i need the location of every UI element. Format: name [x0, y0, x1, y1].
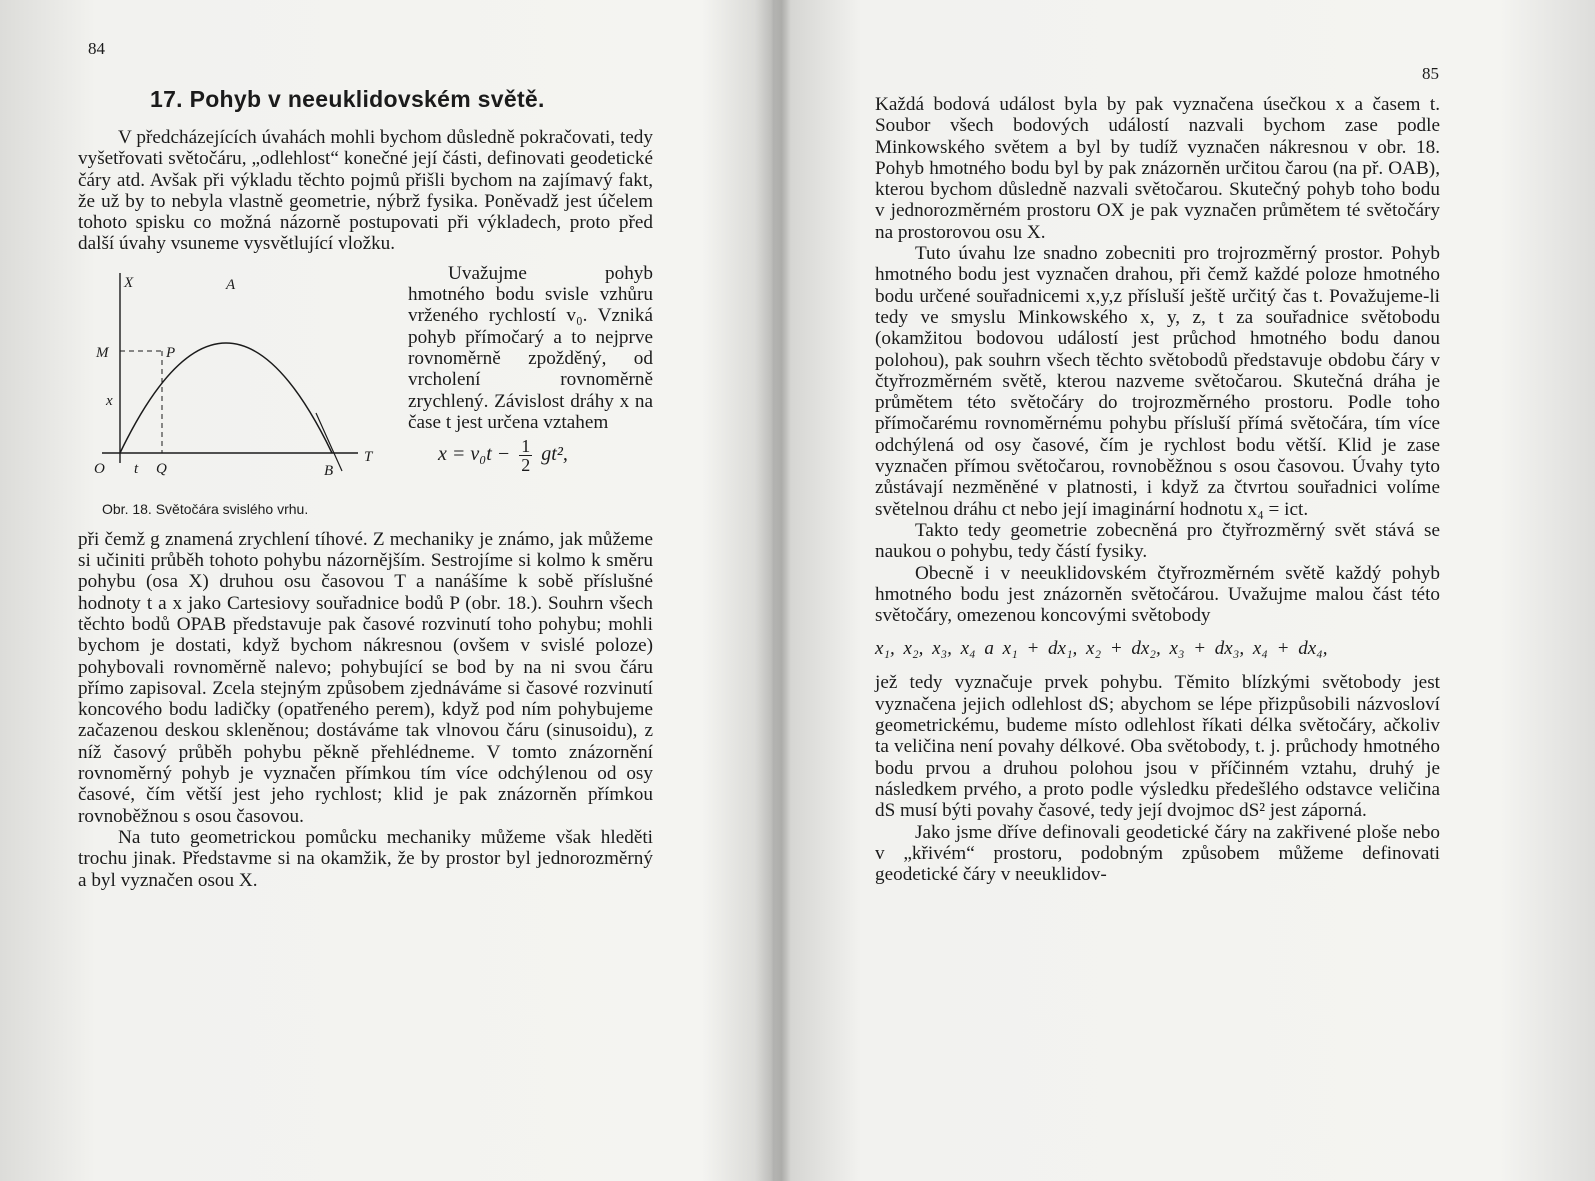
left-page — [78, 86, 653, 891]
label-Q: Q — [156, 460, 167, 477]
fraction-numerator: 1 — [521, 436, 531, 457]
label-M: M — [96, 344, 109, 361]
formula-motion — [438, 437, 653, 474]
page-number-left: 84 — [88, 39, 105, 58]
side-paragraph: Uvažujme pohyb hmotného bodu svisle vzhůru vrženého rychlostí v₀. Vzniká pohyb přímočarý a to nejprve rovnoměrně zpožděný, od vrcholení rovnoměrně zrychlený. Závislost dráhy x na čase t jest určena vztahem — [408, 262, 653, 433]
left-paragraph-1: V předcházejících úvahách mohli bychom důsledně pokračovati, tedy vyšetřovati světočáru, „odlehlost“ konečné její části, definovati geodetické čáry atd. Avšak při výkladu těchto pojmů přišli bychom na zajímavý fakt, že už by to nebyla vlastně geometrie, nýbrž fysika. Poněvadž jest účelem tohoto spisku co možná názorně postupovati při výkladech, proto před další úvahy vsuneme vysvětlující vložku. — [78, 127, 653, 255]
figure-side-text — [408, 263, 653, 517]
right-paragraph-5: jež tedy vyznačuje prvek pohybu. Těmito blízkými světobody jest vyznačena jejich odlehlost dS; abychom se lépe přizpůsobili názvosloví geometrickému, budeme místo odlehlost říkati délka světočáry, ačkoliv ta veličina není povahy délkové. Oba světobody, t. j. průchody hmotného bodu prvou a druhou polohou jsou v příčinném vztahu, druhý je následkem prvého, a proto podle výsledku předešlého odstavce veličina dS musí býti povahy časové, tedy její dvojmoc dS² jest záporná. — [875, 672, 1440, 822]
label-T: T — [364, 448, 373, 465]
worldline-curve — [120, 343, 332, 453]
label-X: X — [124, 274, 134, 291]
book-gutter — [755, 0, 791, 1181]
page-number-right: 85 — [1422, 64, 1439, 83]
formula-fraction — [519, 437, 532, 474]
right-paragraph-6: Jako jsme dříve definovali geodetické čáry na zakřivené ploše nebo v „křivém“ prostoru, podobným způsobem můžeme definovati geodetické čáry v neeuklidov- — [875, 821, 1440, 886]
label-x: x — [106, 392, 113, 409]
label-B: B — [324, 462, 334, 479]
worldpoint-coordinates: x₁, x₂, x₃, x₄ a x₁ + dx₁, x₂ + dx₂, x₃ + dx₃, x₄ + dx₄, — [875, 638, 1328, 660]
section-heading: 17. Pohyb v neeuklidovském světě. — [150, 86, 545, 112]
formula-left: x = v₀t − — [438, 443, 511, 466]
label-t: t — [134, 460, 139, 477]
label-O: O — [94, 460, 105, 477]
fraction-denominator: 2 — [521, 455, 531, 476]
figure-18 — [78, 263, 408, 517]
right-paragraph-4: Obecně i v neeuklidovském čtyřrozměrném světě každý pohyb hmotného bodu jest znázorněn světočárou. Uvažujme malou část této světočáry, omezenou koncovými světobody — [875, 562, 1440, 627]
label-P: P — [166, 344, 176, 361]
figure-caption: Obr. 18. Světočára svislého vrhu. — [102, 500, 309, 517]
right-page — [875, 94, 1440, 885]
right-paragraph-2: Tuto úvahu lze snadno zobecniti pro trojrozměrný prostor. Pohyb hmotného bodu jest vyznačen drahou, při čemž každé poloze hmotného bodu určené souřadnicemi x,y,z přísluší ještě určitý čas t. Považujeme-li tedy ve smyslu Minkowského x, y, z, t za souřadnice světobodu (okamžitou bodovou událostí jest průchod hmotného bodu danou polohou), pak souhrn všech těchto světobodů představuje obdobu čáry v čtyřrozměrném světě, kterou nazveme světočarou. Skutečná dráha je průmětem této světočáry do trojrozměrného prostoru. Podle toho přímočarému rovnoměrnému pohybu přísluší přímá světočára, tím více odchýlená od osy časové, čím je rychlost bodu větší. Klid je zase vyznačen přímou světočarou, rovnoběžnou s osou časovou. Úvahy tyto zůstávají nezměněné v platnosti, i když za čtvrtou souřadnici volíme světelnou dráhu ct nebo její imaginární hodnotu x₄ = ict. — [875, 243, 1440, 520]
formula-right: gt², — [541, 443, 568, 466]
figure-row — [78, 263, 653, 517]
left-paragraph-2: při čemž g znamená zrychlení tíhové. Z mechaniky je známo, jak můžeme si učiniti průběh tohoto pohybu názornějším. Sestrojíme si kolmo k směru pohybu (osa X) druhou osu časovou T a nanášíme k sobě příslušné hodnoty t a x jako Cartesiovy souřadnice bodů P (obr. 18.). Souhrn všech těchto bodů OPAB představuje pak časové rozvinutí toho pohybu; mohli bychom je dostati, když bychom nákresnou (ovšem v svislé poloze) pohybovali rovnoměrně nalevo; pohybující se bod by na ni svou čáru přímo zapisoval. Zcela stejným způsobem zjednáváme si časové rozvinutí koncového bodu ladičky (opatřeného perem), když pod ním pohybujeme začazenou deskou skleněnou; dostáváme tak vlnovou čáru (sinusoidu), z níž časový průběh pohybu pěkně přehlédneme. V tomto znázornění rovnoměrný pohyb je vyznačen přímkou tím více odchýlenou od osy časové, čím větší jest jeho rychlost; klid je pak znázorněn přímkou rovnoběžnou s osou časovou. — [78, 528, 653, 827]
label-A: A — [226, 276, 236, 293]
left-paragraph-3: Na tuto geometrickou pomůcku mechaniky můžeme však hleděti trochu jinak. Představme si na okamžik, že by prostor byl jednorozměrný a byl vyznačen osou X. — [78, 826, 653, 891]
worldline-diagram — [78, 263, 408, 493]
right-paragraph-1: Každá bodová událost byla by pak vyznačena úsečkou x a časem t. Soubor všech bodových událostí nazvali bychom zase podle Minkowského světem a byl by tudíž vyznačen nákresnou v obr. 18. Pohyb hmotného bodu byl by pak znázorněn určitou čarou (na př. OAB), kterou bychom důsledně nazvali světočarou. Skutečný pohyb toho bodu v jednorozměrném prostoru OX je pak vyznačen průmětem té světočáry na prostorovou osu X. — [875, 94, 1440, 243]
right-paragraph-3: Takto tedy geometrie zobecněná pro čtyřrozměrný svět stává se naukou o pohybu, tedy částí fysiky. — [875, 519, 1440, 563]
